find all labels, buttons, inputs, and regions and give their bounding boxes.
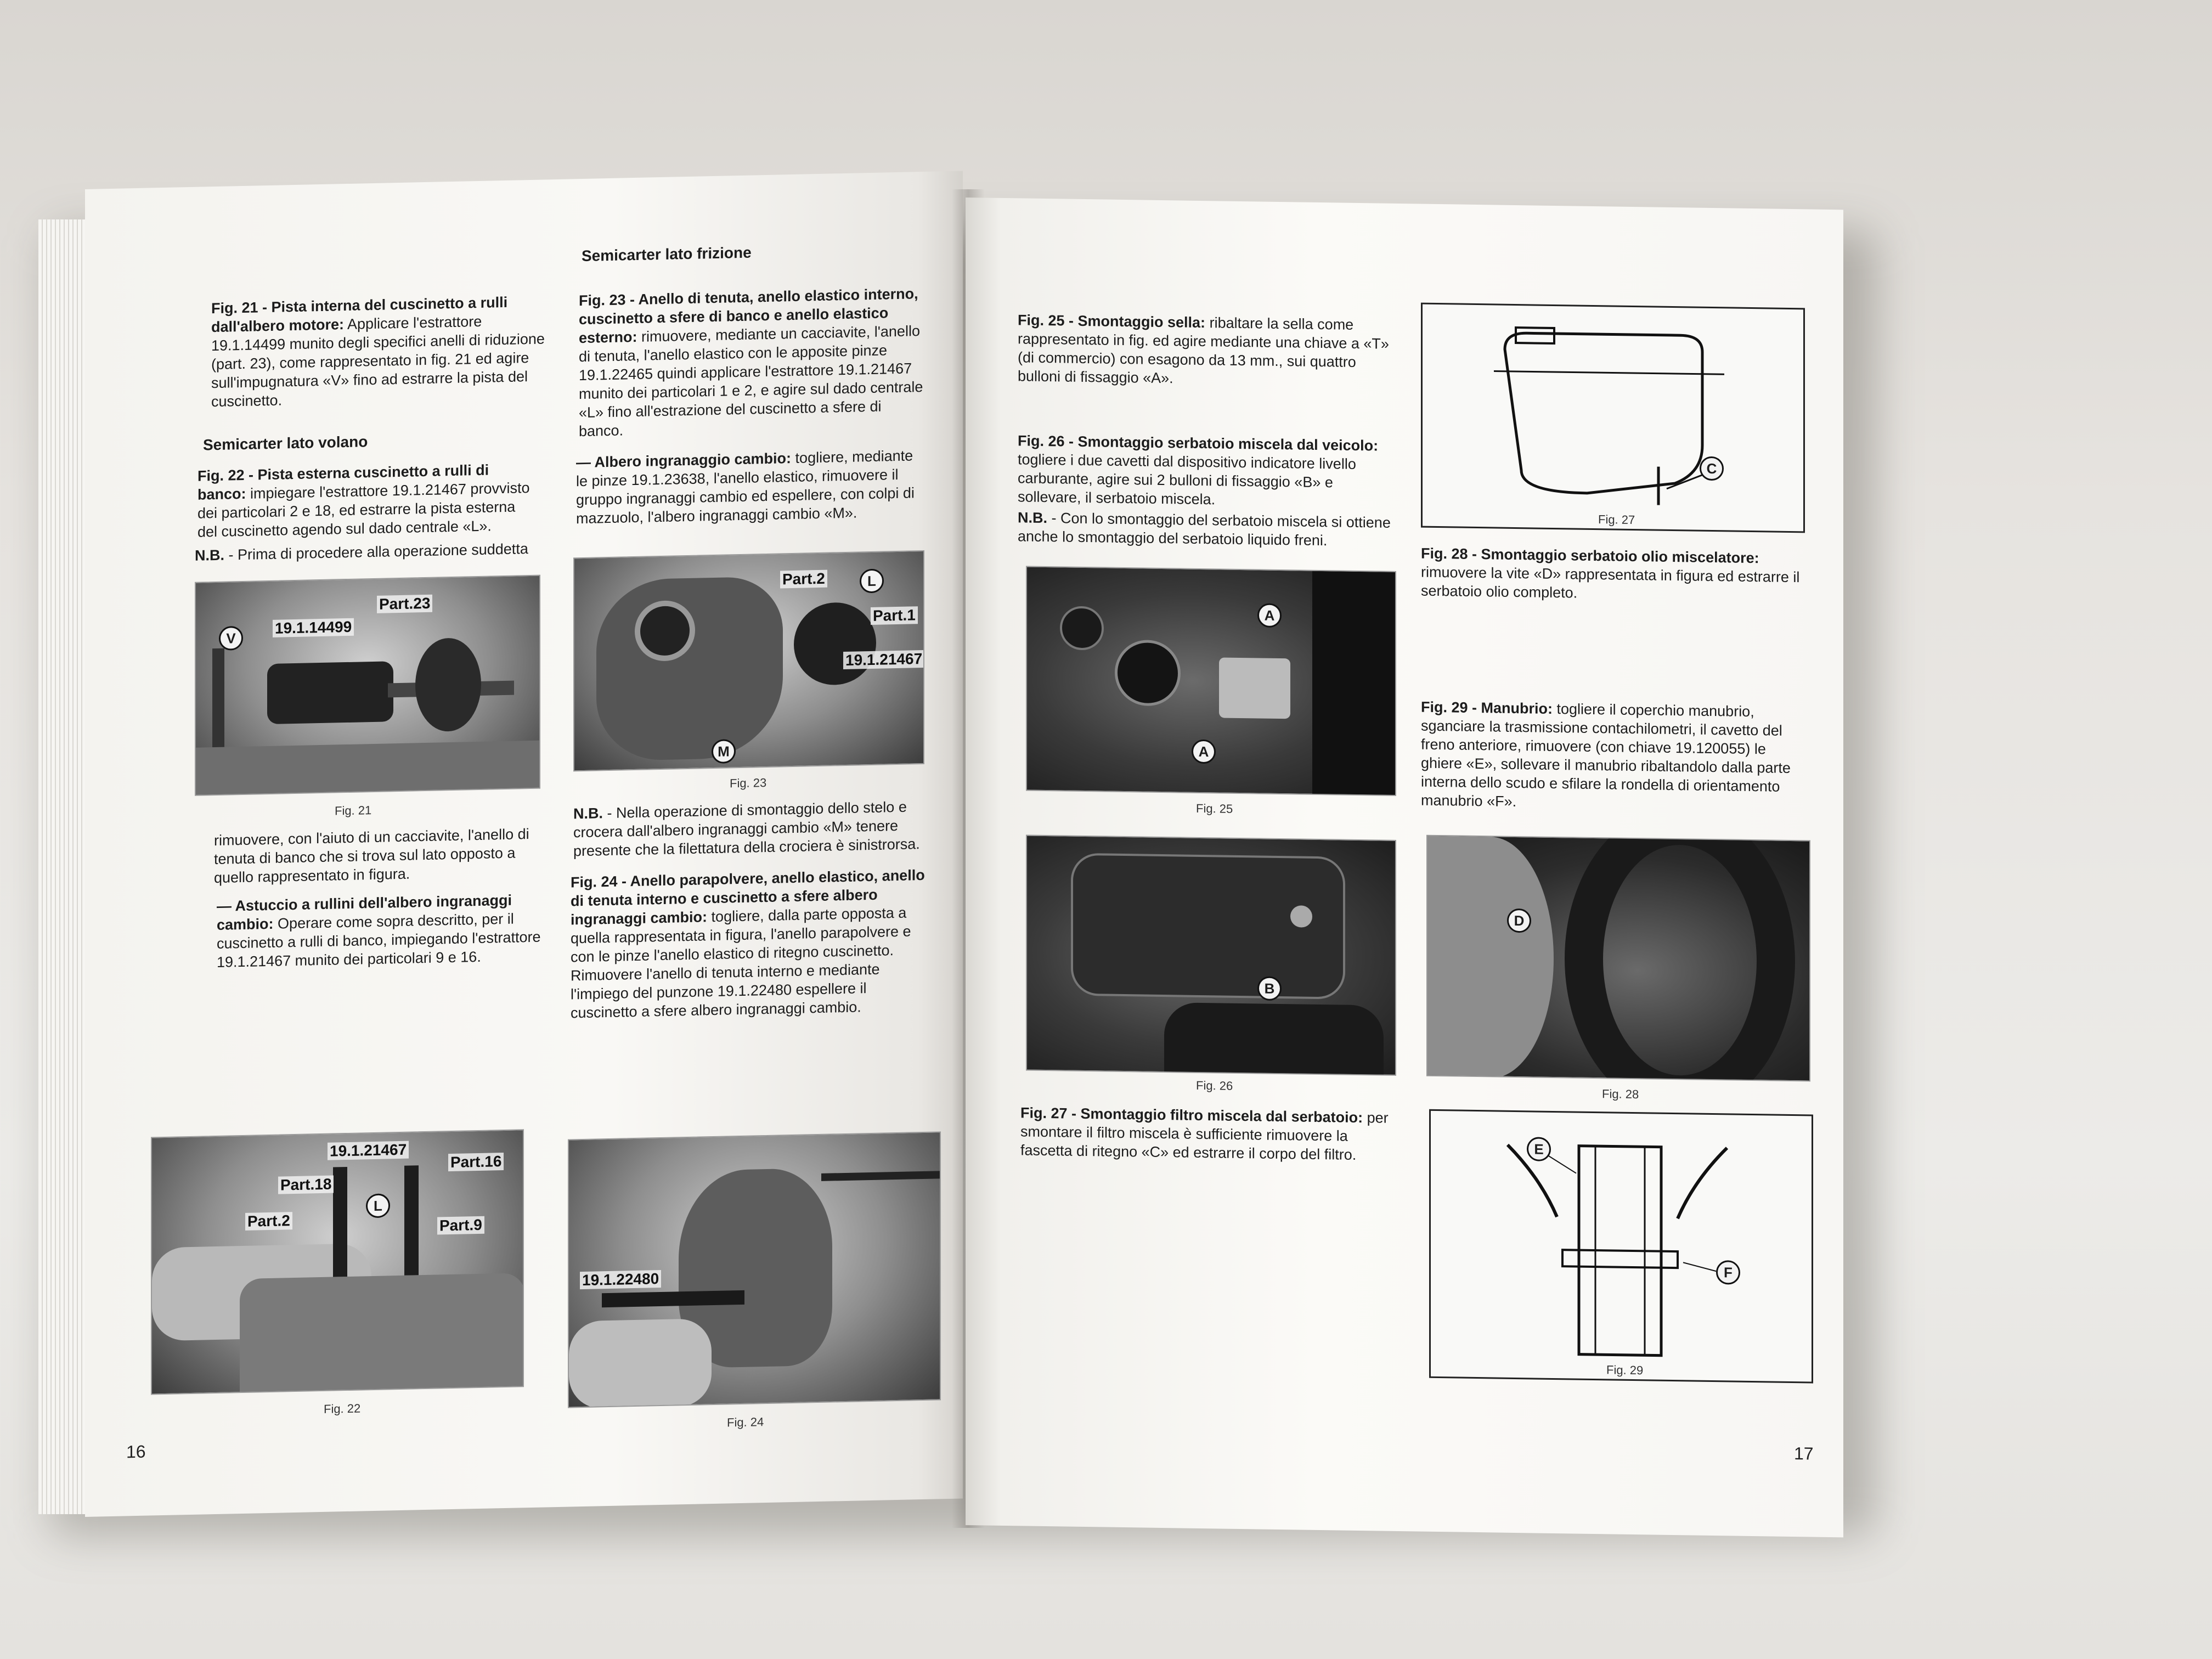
fig25-photo	[1026, 566, 1396, 796]
fig22-title: Fig. 22 - Pista esterna cuscinetto a rulli di banco:	[198, 461, 489, 503]
crankcase-shape	[596, 576, 783, 761]
fig27-drawing	[1421, 303, 1805, 533]
fig23-callout-m: M	[712, 739, 736, 764]
nb-note-2	[573, 797, 930, 861]
fig24-title: Fig. 24 - Anello parapolvere, anello elastico, anello di tenuta interno e cuscinetto a sfere albero ingranaggi cambio:	[571, 866, 925, 928]
fig21-text	[211, 292, 551, 411]
fig22-callout-l: L	[366, 1193, 390, 1218]
albero-body: togliere, mediante le pinze 19.1.23638, l'anello elastico, rimuovere il gruppo ingranaggi cambio ed espellere, con colpi di mazzuolo, l'albero ingranaggi cambio «M».	[576, 447, 915, 527]
fig29-callout-f: F	[1716, 1260, 1740, 1285]
fig23-caption: Fig. 23	[730, 775, 767, 791]
wheel-arch-shape	[1427, 836, 1554, 1079]
nb2-label: N.B.	[573, 805, 603, 822]
heading-semicarter-frizione: Semicarter lato frizione	[582, 244, 752, 265]
tool-shaft-shape	[333, 1167, 347, 1277]
fig24-text	[571, 866, 930, 1023]
fig21-title: Fig. 21 - Pista interna del cuscinetto a rulli dall'albero motore:	[211, 294, 508, 336]
fig23-body: rimuovere, mediante un cacciavite, l'anello di tenuta, l'anello elastico con le apposite pinze 19.1.22465 quindi applicare l'estrattore 19.1.21467 munito dei particolari 1 e 2, e agire sul dado centrale «L» fino all'estrazione del cuscinetto a sfere di banco.	[579, 323, 923, 440]
fig21-photo	[195, 575, 540, 796]
nb3-label: N.B.	[1018, 509, 1047, 527]
fig28-title: Fig. 28 - Smontaggio serbatoio olio miscelatore:	[1421, 545, 1759, 567]
fig22-caption: Fig. 22	[324, 1401, 361, 1416]
fig28-text	[1421, 544, 1810, 606]
fig28-caption: Fig. 28	[1602, 1087, 1639, 1102]
nb2-text: - Nella operazione di smontaggio dello stelo e crocera dall'albero ingranaggi cambio «M» tenere presente che la filettatura della crociera è sinistrorsa.	[573, 798, 920, 860]
albero-text	[576, 446, 927, 528]
fig28-body: rimuovere la vite «D» rappresentata in figura ed estrarre il serbatoio olio completo.	[1421, 563, 1800, 601]
nb3-text: - Con lo smontaggio del serbatoio miscela si ottiene anche lo smontaggio del serbatoio liquido freni.	[1018, 510, 1391, 549]
nb-label: N.B.	[195, 546, 224, 564]
astuccio-title: — Astuccio a rullini dell'albero ingranaggi cambio:	[217, 891, 512, 933]
continuation-text	[214, 825, 543, 888]
fig29-drawing	[1429, 1109, 1813, 1384]
fig22-callout-part16: Part.16	[448, 1153, 504, 1171]
nb-text: - Prima di procedere alla operazione suddetta	[228, 540, 528, 563]
extractor-tool-shape	[267, 661, 393, 724]
extractor-shape	[794, 602, 876, 686]
astuccio-body: Operare come sopra descritto, per il cuscinetto a rulli di banco, impiegando l'estrattore 19.1.21467 munito dei particolari 9 e 16.	[217, 910, 541, 970]
fig23-callout-part2: Part.2	[780, 570, 827, 589]
fig21-callout-part: Part.23	[377, 595, 432, 613]
fig25-text	[1018, 311, 1396, 391]
fig26-callout-b: B	[1257, 976, 1282, 1001]
fig24-photo	[568, 1131, 941, 1408]
albero-title: — Albero ingranaggio cambio:	[576, 450, 792, 471]
nb-note-3	[1018, 508, 1396, 551]
fig26-caption: Fig. 26	[1196, 1078, 1233, 1093]
fig27-text	[1020, 1103, 1399, 1165]
oil-tank-drawing	[1423, 304, 1805, 533]
fig27-callout-c: C	[1700, 456, 1724, 481]
fig21-caption: Fig. 21	[335, 803, 372, 818]
fig26-photo	[1026, 835, 1396, 1076]
fig29-body: togliere il coperchio manubrio, sganciare la trasmissione contachilometri, il cavetto del freno anteriore, rimuovere (con chiave 19.120055) le ghiere «E», sollevare il manubrio ribaltandolo dalla parte interna dello scudo e sfilare la rondella di orientamento manubrio «F».	[1421, 701, 1791, 810]
punch-shape	[602, 1290, 744, 1307]
fig26-text	[1018, 431, 1396, 511]
fig22-callout-part2: Part.2	[245, 1212, 292, 1231]
cap-shape	[1060, 606, 1104, 650]
nb-note-1	[195, 539, 546, 565]
fig29-caption: Fig. 29	[1606, 1363, 1644, 1378]
fig28-photo	[1426, 835, 1810, 1082]
tank-cap-shape	[1115, 640, 1181, 707]
tool-shaft-shape-2	[404, 1165, 419, 1276]
fig25-title: Fig. 25 - Smontaggio sella:	[1018, 312, 1206, 331]
fig29-title: Fig. 29 - Manubrio:	[1421, 698, 1553, 717]
fig22-callout-tool: 19.1.21467	[328, 1141, 409, 1160]
fig21-callout-v: V	[219, 626, 243, 651]
astuccio-text	[217, 890, 546, 972]
fig22-body: impiegare l'estrattore 19.1.21467 provvisto dei particolari 2 e 18, ed estrarre la pista esterna del cuscinetto agendo sul dado centrale «L».	[198, 479, 530, 540]
continuation-body: rimuovere, con l'aiuto di un cacciavite, l'anello di tenuta di banco che si trova sul lato opposto a quello rappresentato in figura.	[214, 826, 529, 887]
fig27-caption: Fig. 27	[1598, 512, 1635, 527]
engine-shape	[1164, 1002, 1384, 1076]
tire-shape	[1565, 835, 1795, 1082]
fig25-body: ribaltare la sella come rappresentato in fig. ed agire mediante una chiave a «T» (di commercio) con esagono da 13 mm., sui quattro bulloni di fissaggio «A».	[1018, 314, 1389, 387]
fig27-title: Fig. 27 - Smontaggio filtro miscela dal serbatoio:	[1020, 1104, 1363, 1126]
fig23-callout-l: L	[860, 569, 884, 594]
rod-shape	[821, 1171, 941, 1181]
bolt-shape	[1290, 905, 1312, 928]
fig22-text	[198, 460, 538, 541]
right-page	[966, 198, 1843, 1537]
bracket-shape	[1219, 657, 1290, 719]
fig24-callout-tool: 19.1.22480	[580, 1270, 661, 1289]
page-number-right: 17	[1794, 1443, 1814, 1464]
handlebar-drawing	[1431, 1111, 1813, 1384]
hand-shape-24	[569, 1318, 712, 1408]
fig21-callout-tool: 19.1.14499	[273, 618, 354, 637]
fig22-callout-part9: Part.9	[437, 1216, 484, 1235]
fig26-title: Fig. 26 - Smontaggio serbatoio miscela dal veicolo:	[1018, 432, 1379, 454]
left-page	[85, 171, 963, 1517]
fig23-callout-tool: 19.1.21467	[843, 650, 924, 669]
crankcase-shape-22	[240, 1273, 524, 1394]
page-number-left: 16	[126, 1441, 146, 1462]
heading-semicarter-volano: Semicarter lato volano	[203, 433, 368, 454]
fig23-callout-part1: Part.1	[871, 606, 918, 625]
fig27-body: per smontare il filtro miscela è sufficiente rimuovere la fascetta di ritegno «C» ed estrarre il corpo del filtro.	[1020, 1109, 1389, 1163]
fig28-callout-d: D	[1507, 909, 1531, 933]
fig25-callout-a1: A	[1257, 603, 1282, 628]
bench-shape	[196, 741, 540, 796]
fig25-callout-a2: A	[1192, 740, 1216, 764]
fig23-photo	[573, 550, 924, 771]
fig29-text	[1421, 698, 1810, 815]
fig21-body: Applicare l'estrattore 19.1.14499 munito degli specifici anelli di riduzione (part. 23), come rappresentato in fig. 21 ed agire sull'impugnatura «V» fino ad estrarre la pista del cuscinetto.	[211, 313, 545, 410]
fig22-callout-part18: Part.18	[278, 1176, 334, 1194]
fig24-body: togliere, dalla parte opposta a quella rappresentata in figura, l'anello parapolvere e con le pinze l'anello elastico di ritegno cuscinetto. Rimuovere l'anello di tenuta interno e mediante l'impiego del punzone 19.1.22480 espellere il cuscinetto a sfere albero ingranaggi cambio.	[571, 904, 911, 1022]
crank-shape	[415, 637, 481, 732]
fig25-caption: Fig. 25	[1196, 801, 1233, 816]
fig22-photo	[151, 1129, 524, 1395]
seat-shape	[1312, 571, 1396, 796]
fig23-text	[579, 284, 930, 441]
fig29-callout-e: E	[1527, 1137, 1551, 1161]
fig23-title: Fig. 23 - Anello di tenuta, anello elastico interno, cuscinetto a sfere di banco e anello elastico esterno:	[579, 285, 918, 347]
fig24-caption: Fig. 24	[727, 1415, 764, 1430]
handle-shape	[212, 648, 224, 758]
fig26-body: togliere i due cavetti dal dispositivo indicatore livello carburante, agire sui 2 bulloni di fissaggio «B» e sollevare, il serbatoio miscela.	[1018, 451, 1356, 508]
